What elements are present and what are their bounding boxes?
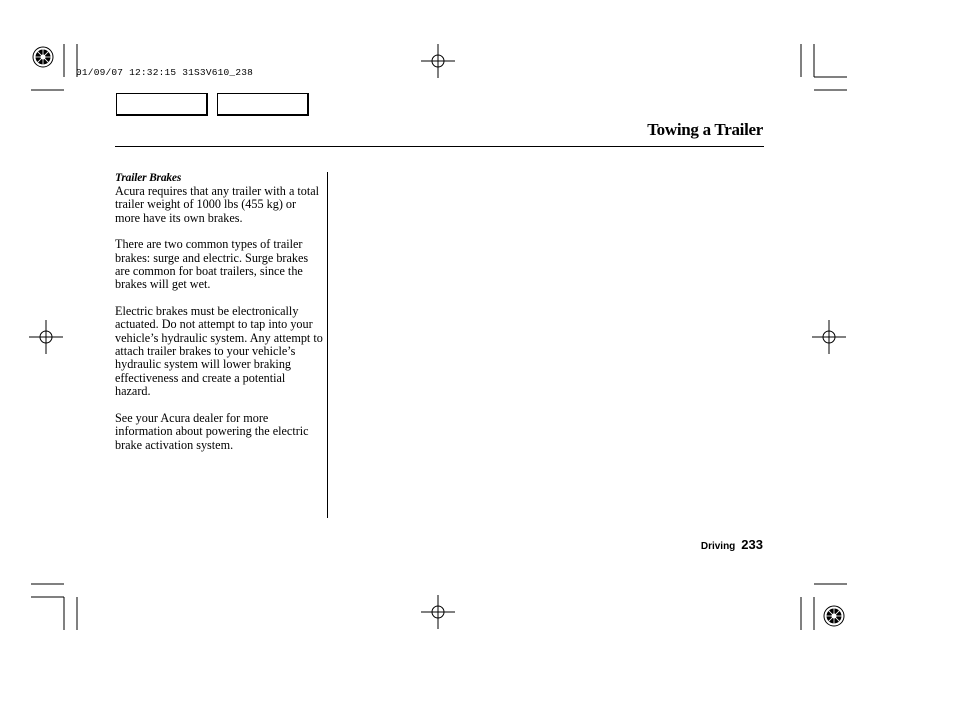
body-paragraph: Acura requires that any trailer with a total trailer weight of 1000 lbs (455 kg) or more have its own brakes.: [115, 184, 320, 225]
footer-section-name: Driving: [700, 541, 736, 552]
body-paragraph: Electric brakes must be electronically actuated. Do not attempt to tap into your vehicle’s hydraulic system. Any attempt to attach trailer brakes to your vehicle’s hydraulic system will lower braking effectiveness and create a potential hazard.: [115, 303, 323, 399]
index-tab-box: [217, 93, 309, 116]
section-heading: Trailer Brakes: [115, 172, 182, 184]
page-footer: [701, 536, 763, 554]
index-tab-box: [116, 93, 208, 116]
page-number: 233: [741, 537, 763, 552]
column-divider: [327, 172, 328, 518]
print-stamp: 01/09/07 12:32:15 31S3V610_238: [76, 67, 254, 78]
main-column: [115, 172, 323, 465]
page-title: Towing a Trailer: [647, 120, 763, 139]
body-paragraph: See your Acura dealer for more information about powering the electric brake activation system.: [115, 410, 309, 452]
body-paragraph: There are two common types of trailer brakes: surge and electric. Surge brakes are common for boat trailers, since the brakes will get wet.: [115, 237, 309, 292]
title-divider: [115, 146, 764, 147]
